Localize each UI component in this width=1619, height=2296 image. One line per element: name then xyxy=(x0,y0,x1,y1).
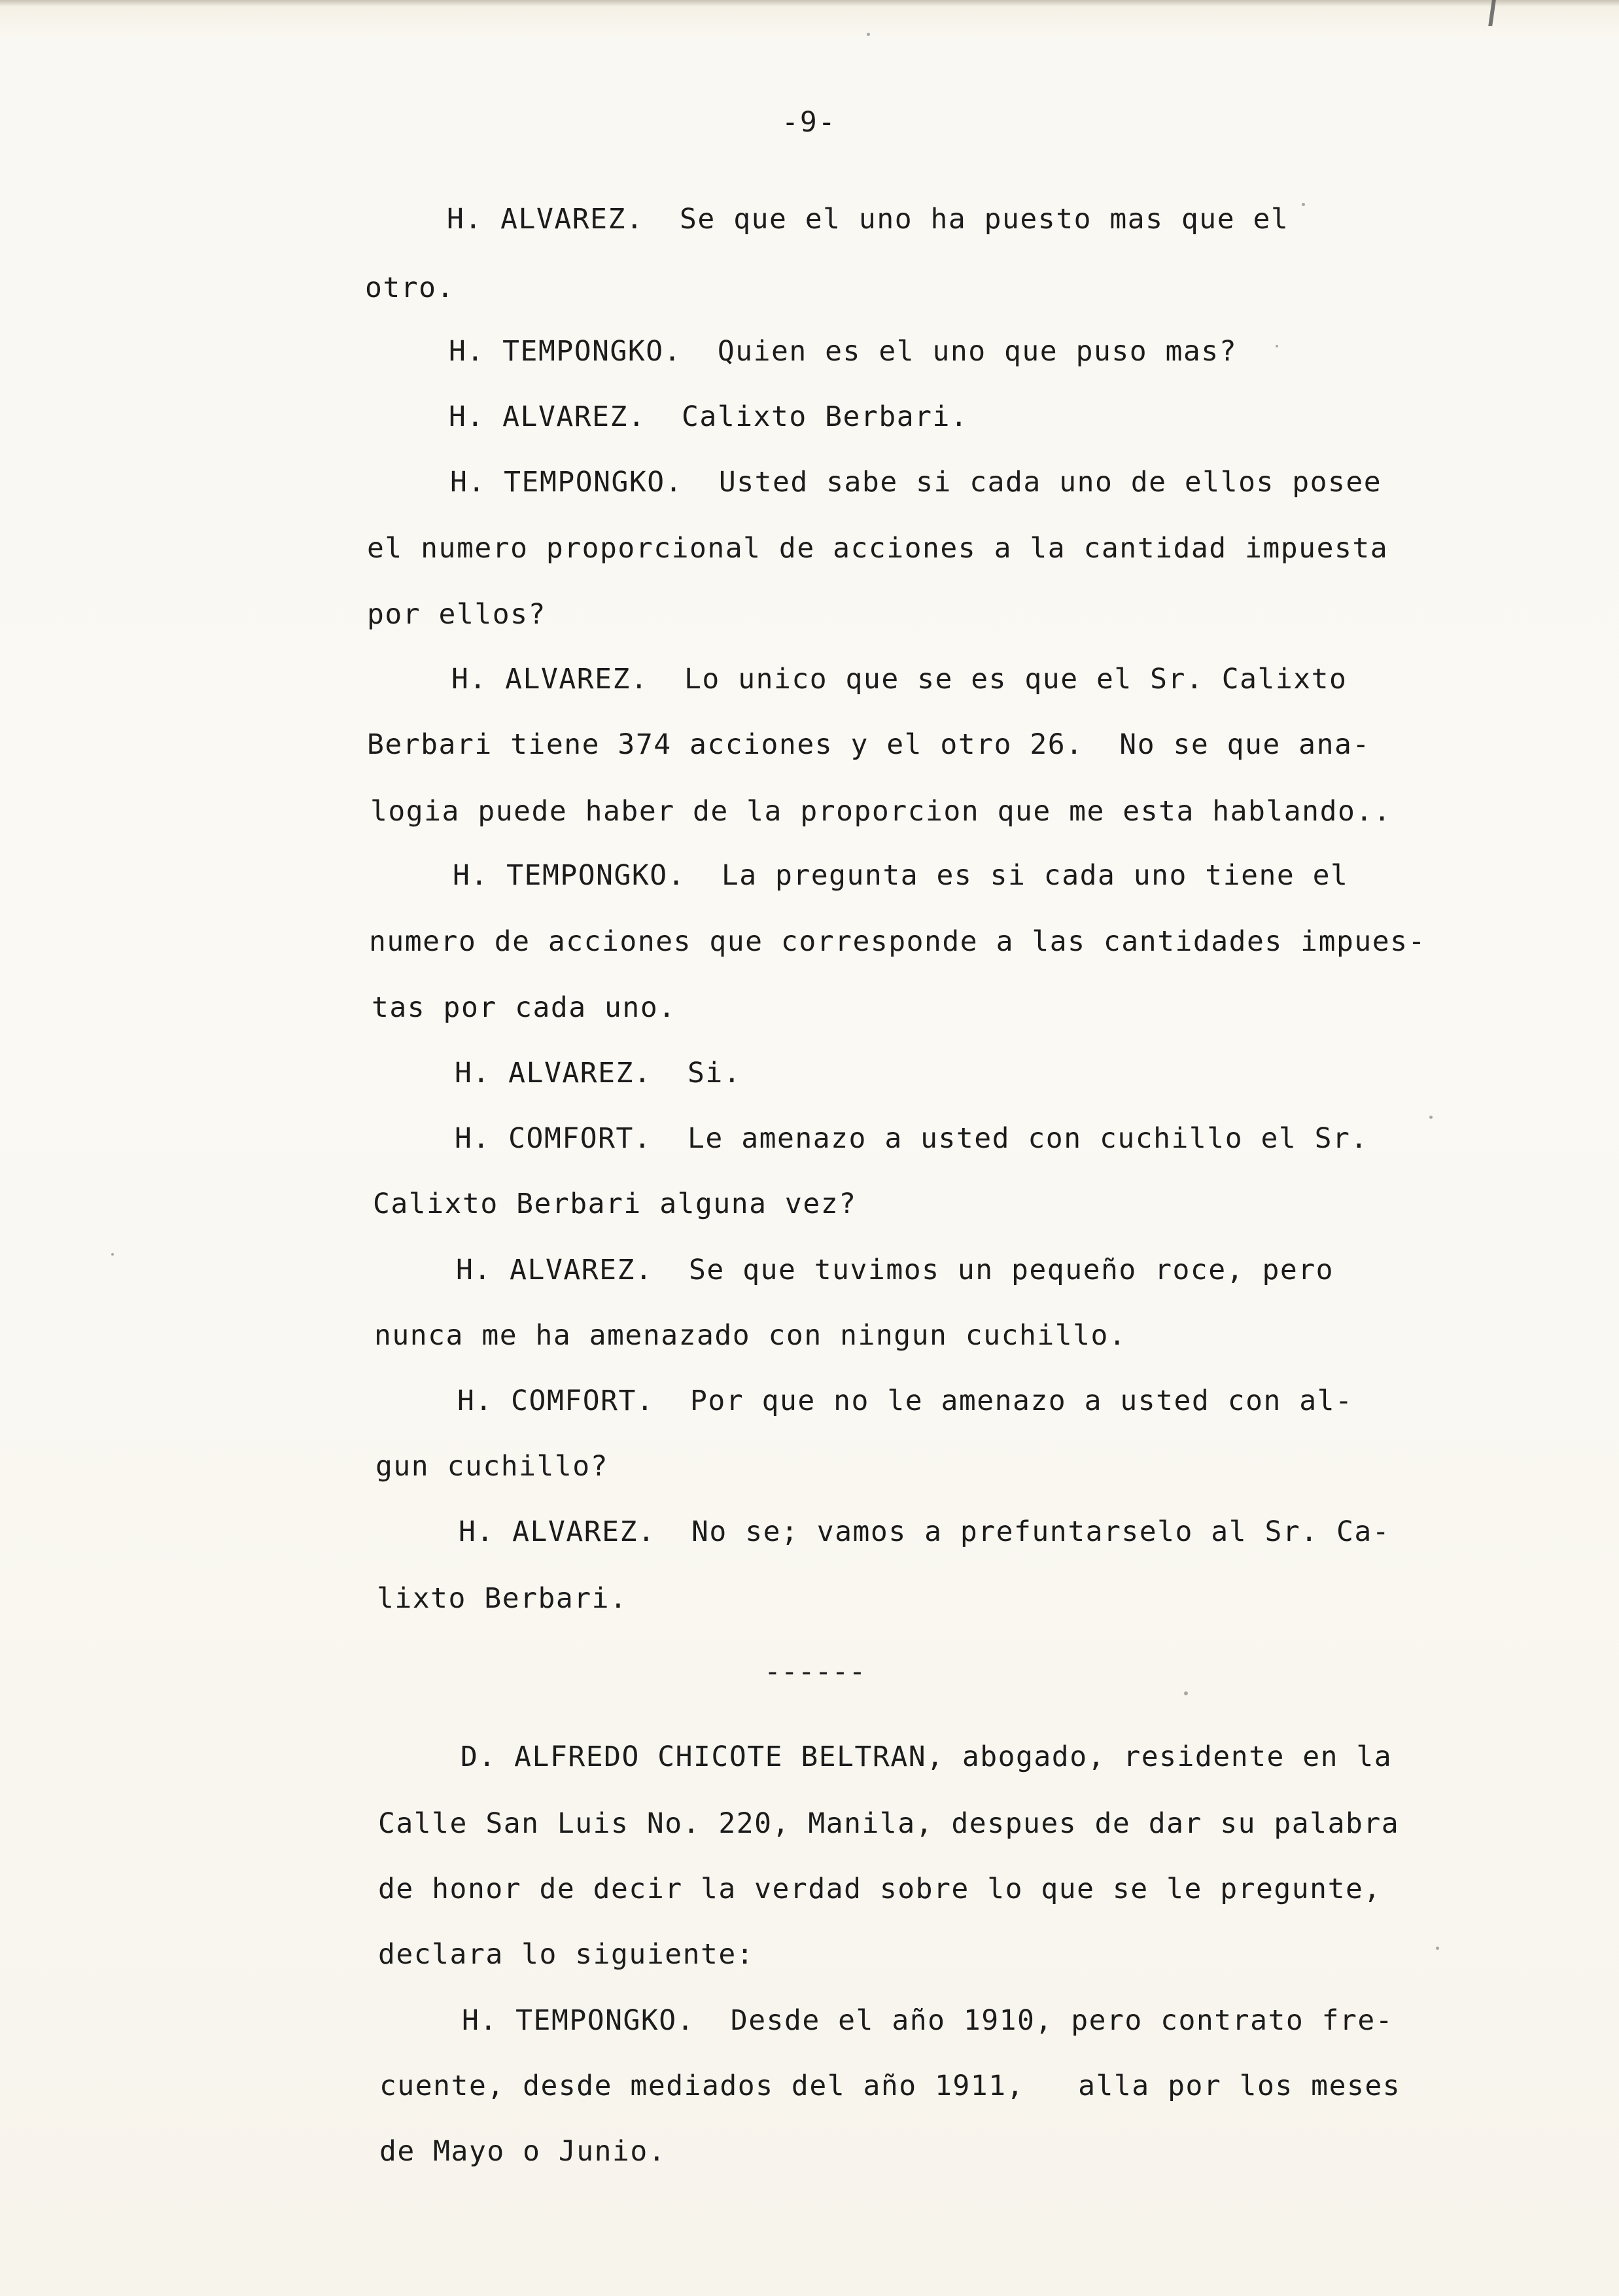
text-line: D. ALFREDO CHICOTE BELTRAN, abogado, residente en la xyxy=(461,1740,1393,1773)
text-line: H. TEMPONGKO. La pregunta es si cada uno tiene el xyxy=(453,859,1349,892)
text-line: H. TEMPONGKO. Desde el año 1910, pero contrato fre- xyxy=(462,2004,1394,2037)
text-line: Berbari tiene 374 acciones y el otro 26. No se que ana- xyxy=(367,728,1370,761)
paper-speck xyxy=(111,1253,114,1256)
paper-speck xyxy=(1436,1947,1439,1950)
text-line: H. ALVAREZ. Lo unico que se es que el Sr. Calixto xyxy=(451,663,1348,696)
text-line: H. ALVAREZ. Se que tuvimos un pequeño roce, pero xyxy=(456,1254,1334,1286)
text-line: H. ALVAREZ. Calixto Berbari. xyxy=(449,400,969,433)
text-line: H. TEMPONGKO. Usted sabe si cada uno de ellos posee xyxy=(450,466,1382,499)
text-line: declara lo siguiente: xyxy=(378,1938,755,1971)
text-line: por ellos? xyxy=(367,598,546,631)
text-line: numero de acciones que corresponde a las cantidades impues- xyxy=(369,925,1426,958)
text-line: H. COMFORT. Por que no le amenazo a usted con al- xyxy=(457,1385,1353,1417)
paper-speck xyxy=(867,33,870,36)
paper-speck xyxy=(1276,345,1278,347)
paper-speck xyxy=(1184,1691,1188,1695)
text-line: de honor de decir la verdad sobre lo que se le pregunte, xyxy=(378,1873,1382,1905)
text-line: de Mayo o Junio. xyxy=(379,2135,667,2168)
text-line: gun cuchillo? xyxy=(375,1450,609,1483)
text-line: H. TEMPONGKO. Quien es el uno que puso mas? xyxy=(449,335,1238,368)
page-number: -9- xyxy=(782,106,837,139)
text-line: otro. xyxy=(365,272,455,304)
section-separator: ------ xyxy=(764,1655,866,1688)
page-top-edge xyxy=(0,0,1619,7)
paper-speck xyxy=(1429,1116,1433,1119)
text-line: H. COMFORT. Le amenazo a usted con cuchillo el Sr. xyxy=(455,1122,1368,1155)
text-line: H. ALVAREZ. No se; vamos a prefuntarselo al Sr. Ca- xyxy=(459,1515,1391,1548)
text-line: tas por cada uno. xyxy=(372,991,676,1024)
text-line: logia puede haber de la proporcion que me esta hablando.. xyxy=(370,795,1392,828)
text-line: Calle San Luis No. 220, Manila, despues de dar su palabra xyxy=(378,1807,1400,1840)
text-line: nunca me ha amenazado con ningun cuchillo. xyxy=(374,1319,1127,1352)
text-line: lixto Berbari. xyxy=(377,1582,628,1615)
text-line: Calixto Berbari alguna vez? xyxy=(373,1188,857,1220)
paper-speck xyxy=(1302,203,1305,206)
text-line: el numero proporcional de acciones a la cantidad impuesta xyxy=(367,532,1389,565)
text-line: H. ALVAREZ. Si. xyxy=(455,1057,742,1089)
text-line: H. ALVAREZ. Se que el uno ha puesto mas que el xyxy=(447,203,1289,236)
text-line: cuente, desde mediados del año 1911, alla por los meses xyxy=(379,2070,1401,2102)
